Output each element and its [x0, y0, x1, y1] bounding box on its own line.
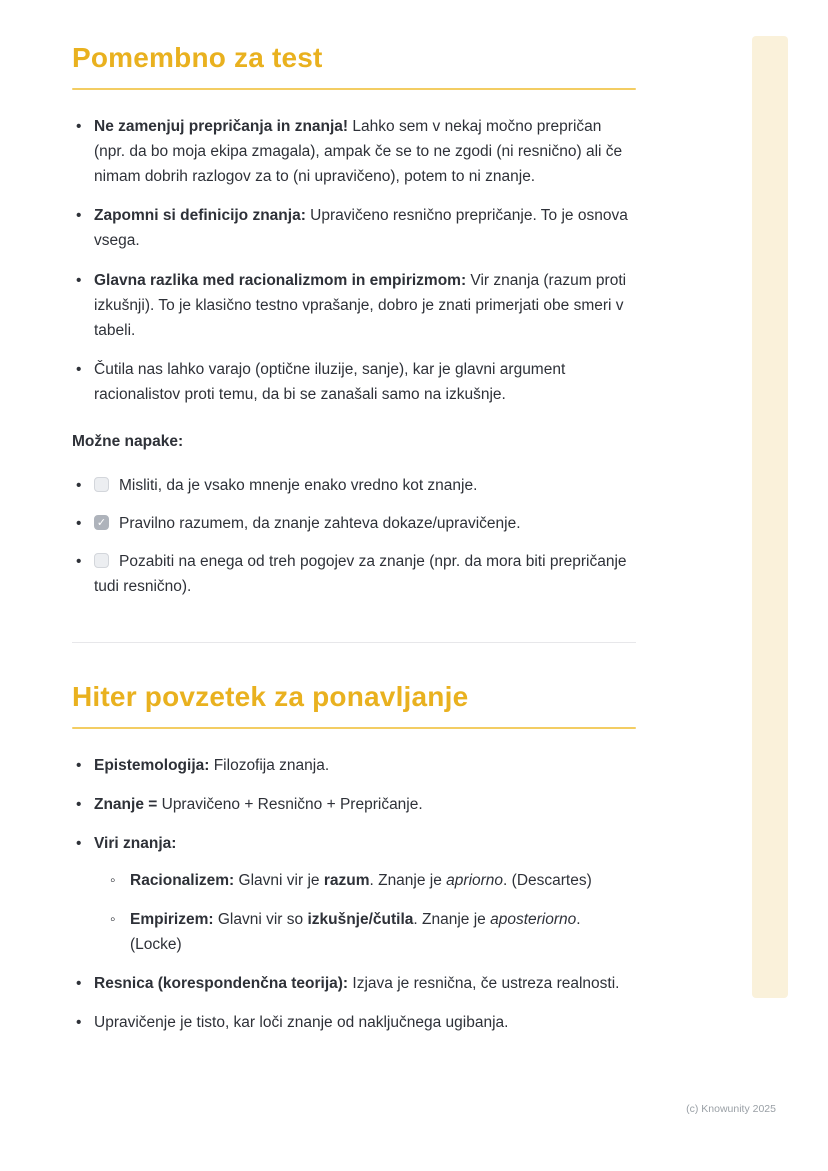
summary-bullet-list [72, 753, 636, 1036]
bullet-text: Upravičenje je tisto, kar loči znanje od naključnega ugibanja. [94, 1014, 509, 1032]
bullet-item [72, 792, 636, 817]
checklist-text: Pravilno razumem, da znanje zahteva dokaze/upravičenje. [119, 515, 521, 533]
bullet-item [72, 203, 636, 253]
title-underline [72, 88, 636, 90]
bullet-text: Zapomni si definicijo znanja: Upravičeno resnično prepričanje. To je osnova vsega. [94, 207, 628, 250]
bullet-item [72, 1010, 636, 1035]
checklist-item [72, 473, 636, 498]
bullet-text: Znanje = Upravičeno + Resnično + Prepričanje. [94, 795, 423, 813]
bullet-text: Glavna razlika med racionalizmom in empirizmom: Vir znanja (razum proti izkušnji). To je klasično testno vprašanje, dobro je znati primerjati obe smeri v tabeli. [94, 271, 627, 339]
section-title-povzetek: Hiter povzetek za ponavljanje [72, 680, 469, 712]
checklist-text: Misliti, da je vsako mnenje enako vredno kot znanje. [119, 477, 478, 495]
bullet-item [72, 114, 636, 189]
bullet-item [72, 971, 636, 996]
tips-bullet-list [72, 114, 636, 407]
checkbox-icon [94, 515, 109, 530]
sublist-item [110, 868, 636, 893]
checkmark-icon: • ✓ [96, 517, 107, 530]
section-title-pomembno: Pomembno za test [72, 42, 323, 73]
bullet-item [72, 753, 636, 778]
document-content [72, 42, 636, 1049]
bullet-text: Epistemologija: Filozofija znanja. [94, 756, 330, 774]
checklist-item [72, 511, 636, 536]
bullet-text: Resnica (korespondenčna teorija): Izjava je resnična, če ustreza realnosti. [94, 975, 620, 993]
checklist-text: Pozabiti na enega od treh pogojev za znanje (npr. da mora biti prepričanje tudi resnično). [94, 553, 627, 596]
subheading-mozne-napake: Možne napake: [72, 433, 184, 451]
bullet-text: Ne zamenjuj prepričanja in znanja! Lahko sem v nekaj močno prepričan (npr. da bo moja ekipa zmagala), ampak če se to ne zgodi (ni resnično) ali če nimam dobrih razlogov za to (ni upravičeno), potem to ni znanje. [94, 118, 623, 186]
bullet-text: Racionalizem: Glavni vir je razum. Znanje je apriorno. (Descartes) [130, 871, 592, 889]
bullet-item [72, 357, 636, 407]
bullet-item [72, 831, 636, 957]
sublist-item [110, 907, 636, 957]
bullet-item [72, 268, 636, 343]
bullet-text: Empirizem: Glavni vir so izkušnje/čutila. Znanje je aposteriorno. (Locke) [130, 910, 581, 954]
right-accent-strip [752, 36, 788, 998]
checklist-item [72, 549, 636, 599]
title-underline [72, 727, 636, 729]
section-test-tips [72, 42, 636, 600]
checkbox-icon [94, 477, 109, 492]
bullet-text: Viri znanja: [94, 834, 177, 852]
mistakes-checklist [72, 473, 636, 599]
bullet-text: Čutila nas lahko varajo (optične iluzije, sanje), kar je glavni argument racionalistov proti temu, da bi se zanašali samo na izkušnje. [94, 360, 566, 403]
section-summary [72, 643, 636, 1036]
footer-copyright: (c) Knowunity 2025 [686, 1103, 776, 1115]
checkbox-icon [94, 553, 109, 568]
sources-sublist [94, 868, 636, 957]
